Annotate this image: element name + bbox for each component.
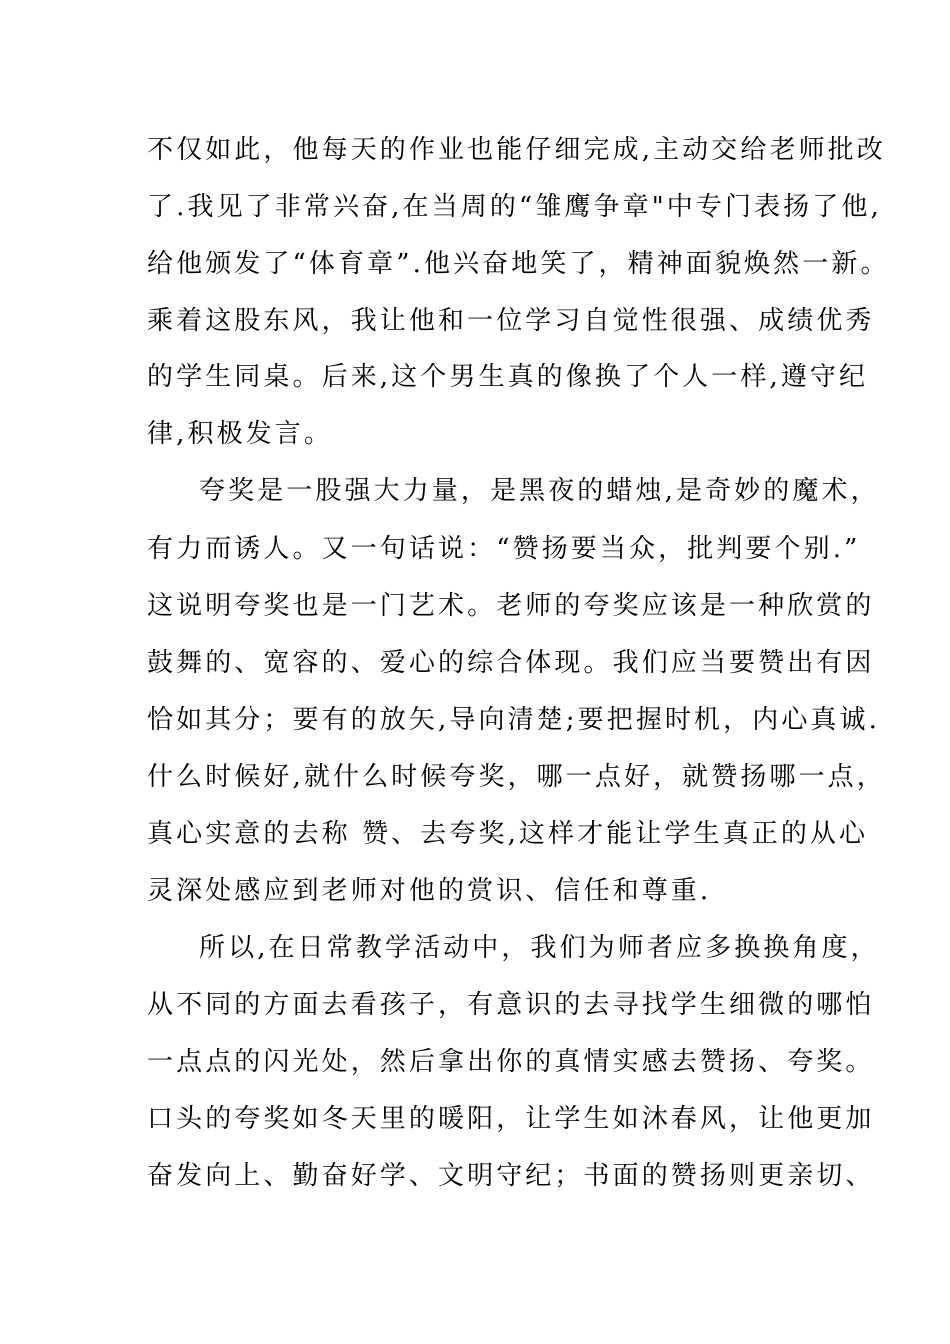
paragraph-line: 奋发向上、勤奋好学、文明守纪；书面的赞扬则更亲切、 bbox=[147, 1161, 875, 1191]
paragraph-line: 一点点的闪光处，然后拿出你的真情实感去赞扬、夸奖。 bbox=[147, 1047, 875, 1077]
paragraph-line: 夸奖是一股强大力量，是黑夜的蜡烛,是奇妙的魔术， bbox=[199, 476, 880, 506]
paragraph-line: 有力而诱人。又一句话说：“赞扬要当众，批判要个别.” bbox=[147, 534, 861, 564]
paragraph-line: 什么时候好,就什么时候夸奖，哪一点好，就赞扬哪一点， bbox=[147, 762, 886, 792]
paragraph-line: 的学生同桌。后来,这个男生真的像换了个人一样,遵守纪 bbox=[147, 362, 869, 392]
paragraph-line: 乘着这股东风，我让他和一位学习自觉性很强、成绩优秀 bbox=[147, 306, 875, 336]
paragraph-line: 这说明夸奖也是一门艺术。老师的夸奖应该是一种欣赏的 bbox=[147, 591, 875, 621]
paragraph-line: 律,积极发言。 bbox=[147, 419, 333, 449]
paragraph-line: 所以,在日常教学活动中，我们为师者应多换换角度， bbox=[199, 933, 880, 963]
paragraph-line: 了.我见了非常兴奋,在当周的“雏鹰争章"中专门表扬了他, bbox=[147, 192, 882, 222]
paragraph-line: 鼓舞的、宽容的、爱心的综合体现。我们应当要赞出有因 bbox=[147, 648, 875, 678]
paragraph-line: 不仅如此，他每天的作业也能仔细完成,主动交给老师批改 bbox=[147, 135, 886, 165]
paragraph-line: 口头的夸奖如冬天里的暖阳，让学生如沐春风，让他更加 bbox=[147, 1104, 875, 1134]
paragraph-line: 给他颁发了“体育章”.他兴奋地笑了，精神面貌焕然一新。 bbox=[147, 249, 890, 279]
paragraph-line: 真心实意的去称 赞、去夸奖,这样才能让学生真正的从心 bbox=[147, 819, 869, 849]
paragraph-line: 灵深处感应到老师对他的赏识、信任和尊重. bbox=[147, 876, 712, 906]
paragraph-line: 从不同的方面去看孩子，有意识的去寻找学生细微的哪怕 bbox=[147, 990, 875, 1020]
paragraph-line: 恰如其分；要有的放矢,导向清楚;要把握时机，内心真诚. bbox=[147, 705, 880, 735]
